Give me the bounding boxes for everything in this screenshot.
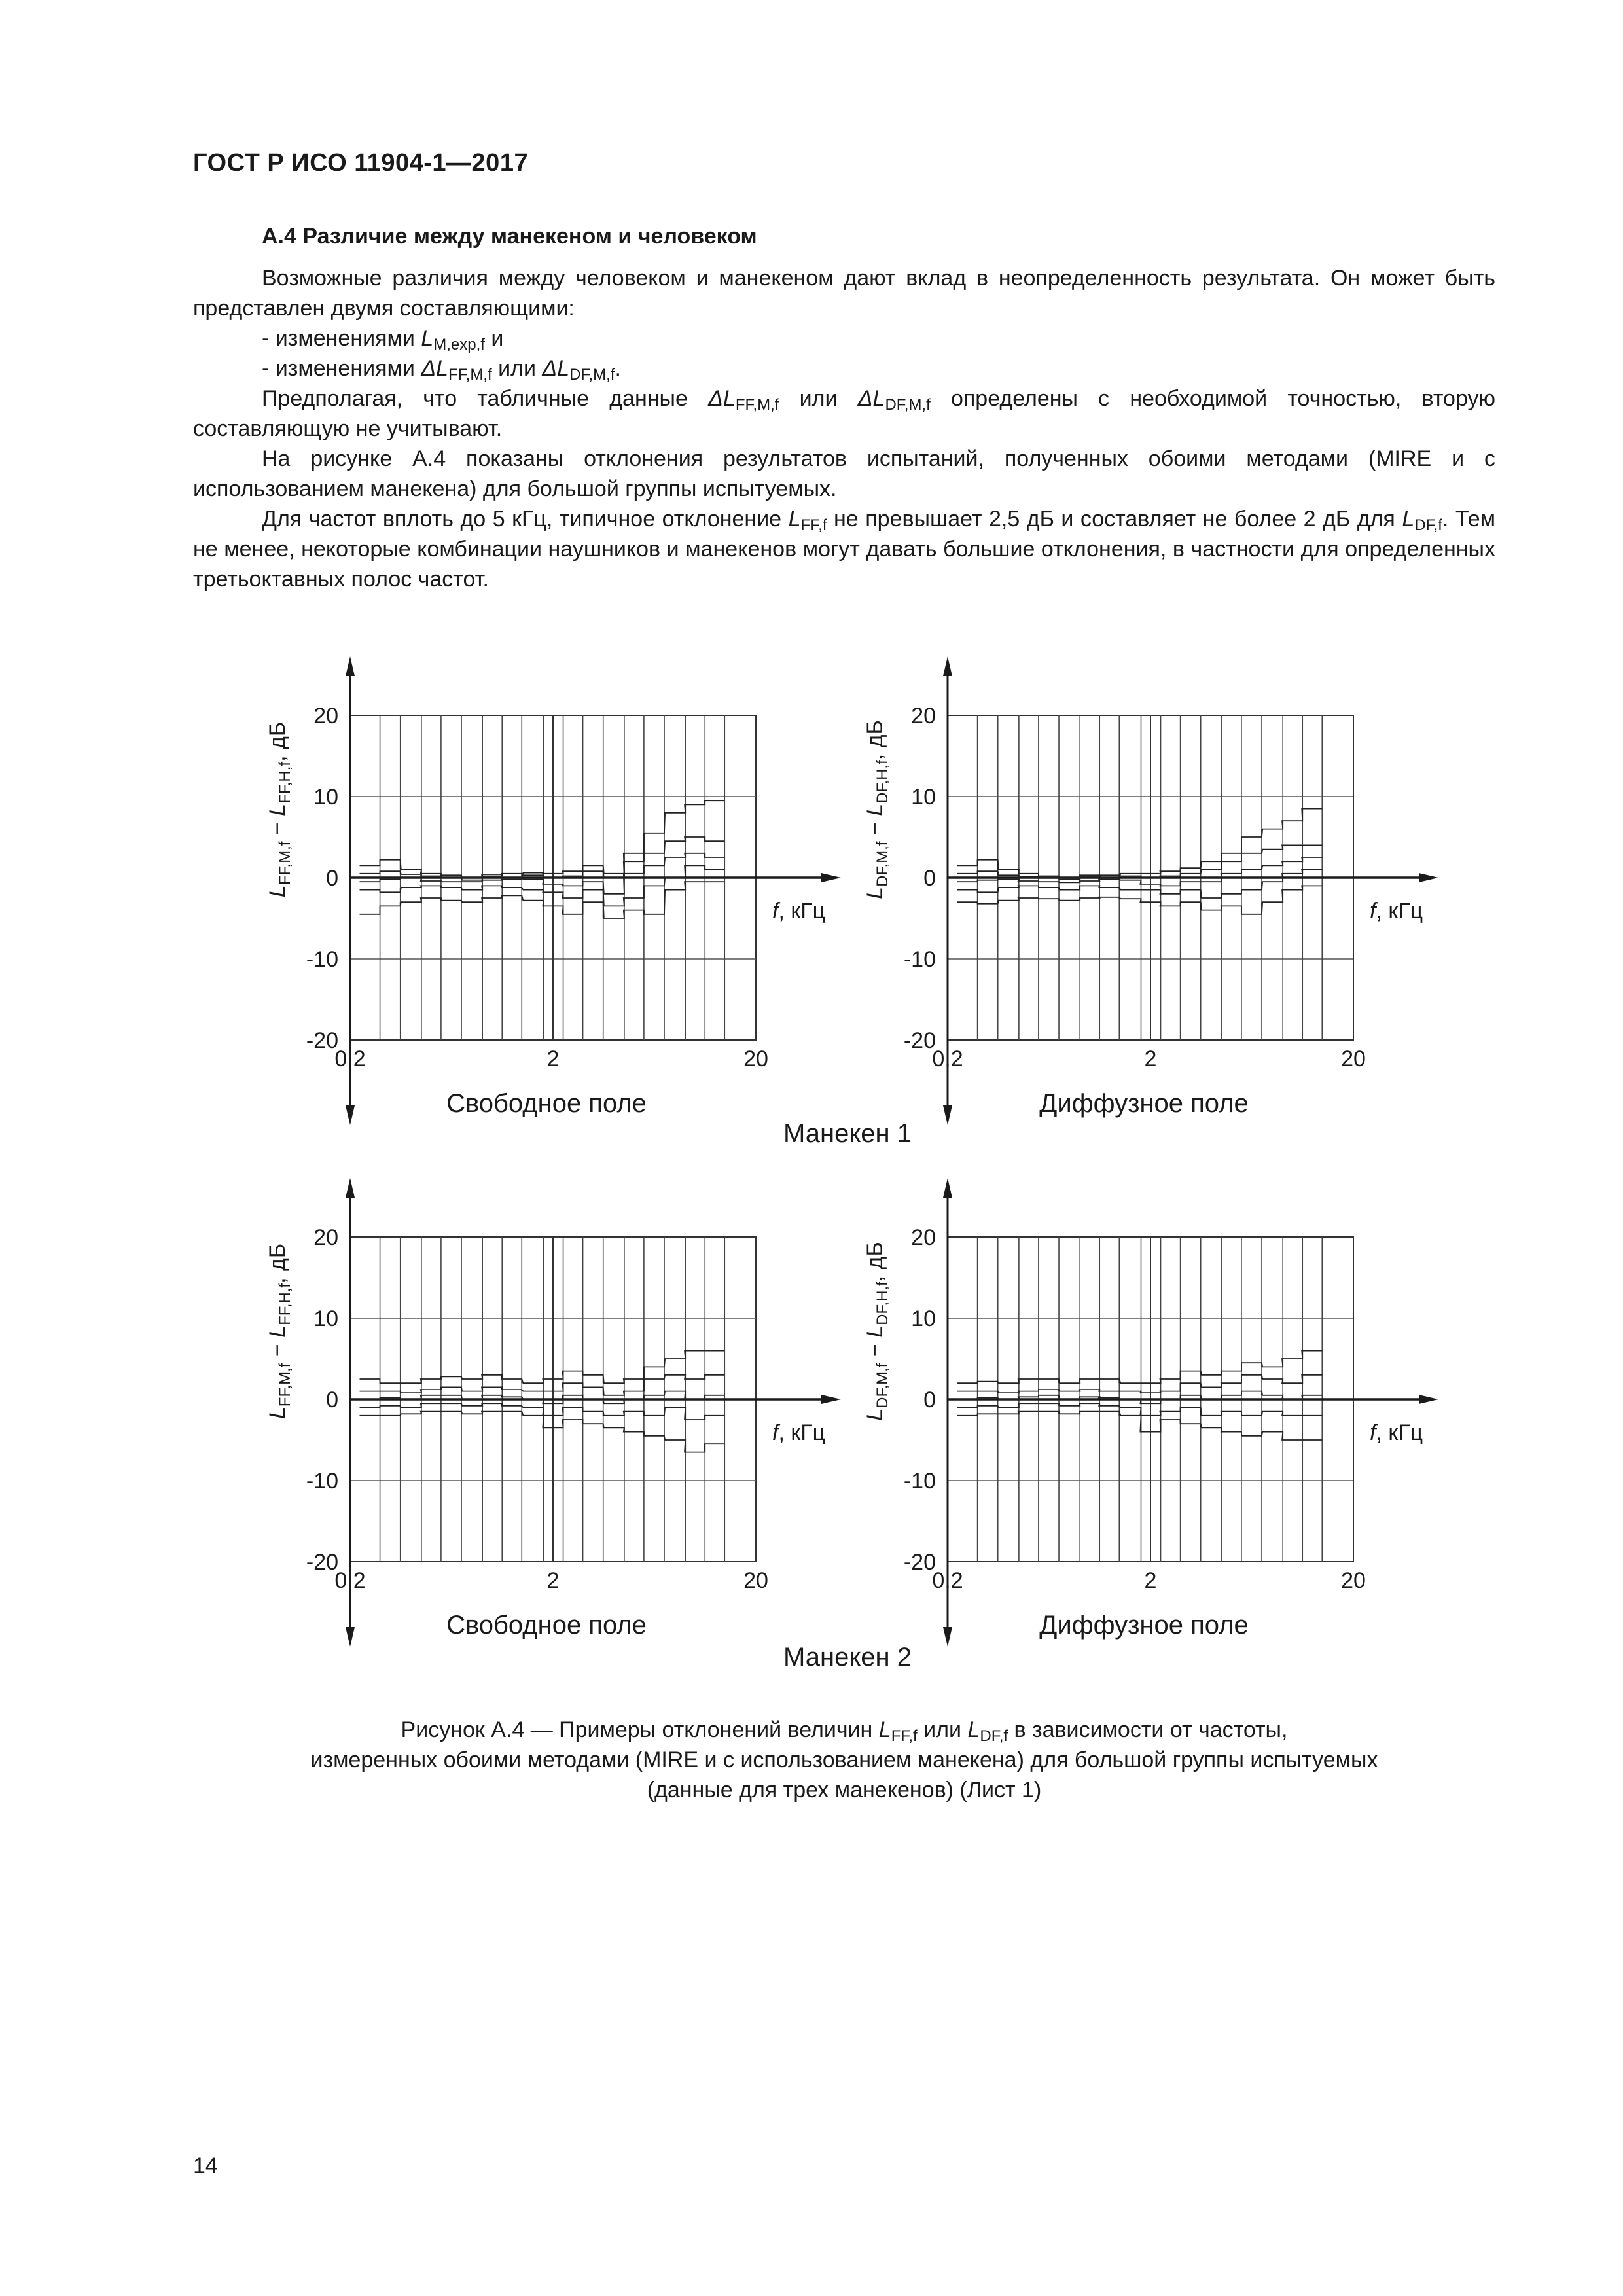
ylabel-part: FF,H,f	[276, 761, 294, 804]
ylabel-part: −	[265, 1344, 290, 1363]
x-tick-label: 2	[546, 1568, 560, 1593]
y-tick-label: 20	[911, 704, 936, 728]
p4-pre: Для частот вплоть до 5 кГц, типичное отклонение	[262, 507, 789, 531]
li2-post: .	[615, 356, 621, 381]
x-label-var: f	[1370, 1420, 1376, 1445]
page-number: 14	[193, 2153, 218, 2178]
x-tick-label: 2	[546, 1047, 560, 1071]
y-tick-label: 0	[923, 866, 936, 891]
ylabel-part: , дБ	[265, 1243, 290, 1283]
ylabel-part: L	[265, 1325, 290, 1344]
li1-pre: - изменениями	[262, 326, 421, 351]
p4-mid: не превышает 2,5 дБ и составляет не более 2 дБ для	[827, 507, 1402, 531]
ylabel-part: −	[265, 822, 290, 842]
x-axis-label	[772, 899, 825, 924]
y-tick-label: 20	[313, 704, 338, 728]
group-label: Манекен 1	[783, 1119, 912, 1148]
caption-sub1: FF,f	[891, 1727, 918, 1745]
y-tick-label: 20	[313, 1225, 338, 1250]
panel-title: Диффузное поле	[1039, 1611, 1249, 1640]
caption-var2: L	[967, 1717, 980, 1742]
p4-var2: L	[1402, 507, 1415, 531]
ylabel-part: −	[863, 822, 887, 842]
y-axis-arrow-up	[346, 656, 355, 676]
x-tick-label: 0,2	[932, 1568, 963, 1593]
y-axis-arrow-down	[346, 1627, 355, 1647]
y-axis-arrow-up	[943, 656, 952, 676]
section-title: А.4 Различие между манекеном и человеком	[262, 224, 757, 249]
panel-title: Свободное поле	[446, 1611, 647, 1640]
y-axis-arrow-up	[346, 1178, 355, 1198]
x-tick-label: 20	[1341, 1047, 1366, 1071]
li2-pre: - изменениями	[262, 356, 421, 381]
p2-var1: ΔL	[708, 386, 736, 411]
chart-panel-1	[265, 656, 841, 1125]
p4-sub2: DF,f	[1414, 516, 1442, 534]
y-tick-label: -10	[903, 1469, 936, 1494]
caption-pre: Рисунок А.4 — Примеры отклонений величин	[401, 1717, 879, 1742]
ylabel-part: , дБ	[863, 720, 887, 761]
li2-var2: ΔL	[542, 356, 570, 381]
y-tick-label: 10	[911, 785, 936, 810]
y-tick-label: 0	[326, 1388, 338, 1412]
group-label: Манекен 2	[783, 1643, 912, 1672]
series-line	[360, 1375, 725, 1395]
li2-sub2: DF,M,f	[569, 366, 615, 384]
x-label-unit: , кГц	[1376, 899, 1423, 924]
ylabel-part: L	[863, 803, 887, 823]
paragraph-1: Возможные различия между человеком и манекеном дают вклад в неопределенность результата. Он может быть представлен двумя составляющими:	[193, 266, 1495, 321]
chart-panel-4	[863, 1178, 1438, 1647]
x-axis-arrow	[1419, 873, 1438, 882]
caption-sub2: DF,f	[980, 1727, 1008, 1745]
x-axis-label	[1370, 899, 1423, 924]
p2-var2: ΔL	[857, 386, 885, 411]
ylabel-part: −	[863, 1344, 887, 1363]
series-line	[957, 1351, 1323, 1384]
x-label-var: f	[772, 899, 779, 924]
series-line	[957, 1412, 1323, 1440]
y-tick-label: -20	[306, 1550, 338, 1575]
y-axis-label	[863, 1242, 891, 1421]
x-axis-label	[772, 1420, 825, 1445]
li2-sub1: FF,M,f	[448, 366, 492, 384]
p2-sub1: FF,M,f	[735, 396, 779, 414]
ylabel-part: , дБ	[863, 1242, 887, 1282]
x-tick-label: 0,2	[334, 1047, 366, 1071]
li2-var1: ΔL	[421, 356, 449, 381]
y-tick-label: -20	[306, 1028, 338, 1053]
x-axis-arrow	[1419, 1395, 1438, 1404]
ylabel-part: , дБ	[265, 721, 290, 762]
panel-title: Свободное поле	[446, 1089, 647, 1118]
x-tick-label: 0,2	[334, 1568, 366, 1593]
x-axis-arrow	[821, 1395, 841, 1404]
x-label-var: f	[772, 1420, 779, 1445]
ylabel-part: FF,M,f	[276, 841, 294, 886]
li2-mid: или	[491, 356, 543, 381]
panel-title: Диффузное поле	[1039, 1089, 1249, 1118]
x-tick-label: 20	[743, 1047, 768, 1071]
series-line	[957, 1375, 1323, 1393]
y-tick-label: 0	[923, 1388, 936, 1412]
p2-mid: или	[779, 386, 858, 411]
caption-line-2: измеренных обоими методами (MIRE и с использованием манекена) для большой группы испытуемых	[310, 1748, 1378, 1772]
y-tick-label: 0	[326, 866, 338, 891]
caption-var1: L	[878, 1717, 891, 1742]
ylabel-part: L	[863, 1325, 887, 1344]
y-axis-label	[863, 720, 891, 899]
figure-caption	[193, 1715, 1495, 1805]
li1-sub: M,exp,f	[433, 336, 485, 353]
y-tick-label: -20	[903, 1028, 936, 1053]
series-line	[360, 800, 725, 879]
y-tick-label: -10	[306, 1469, 338, 1494]
y-axis-label	[265, 1244, 294, 1419]
y-axis-arrow-down	[346, 1105, 355, 1125]
ylabel-part: L	[265, 885, 290, 898]
series-line	[360, 1351, 725, 1384]
ylabel-part: FF,M,f	[276, 1363, 294, 1407]
x-label-var: f	[1370, 899, 1376, 924]
x-label-unit: , кГц	[778, 899, 826, 924]
series-line	[360, 1412, 725, 1452]
ylabel-part: DF,M,f	[874, 1363, 891, 1408]
y-tick-label: 20	[911, 1225, 936, 1250]
chart-panel-2	[863, 656, 1438, 1125]
chart-panel-3	[265, 1178, 841, 1647]
li1-post: и	[484, 326, 504, 351]
x-tick-label: 2	[1144, 1568, 1157, 1593]
caption-mid: или	[917, 1717, 968, 1742]
y-tick-label: -10	[306, 947, 338, 972]
li1-var: L	[421, 326, 434, 351]
x-axis-arrow	[821, 873, 841, 882]
ylabel-part: L	[265, 1407, 290, 1420]
y-tick-label: -10	[903, 947, 936, 972]
y-axis-arrow-down	[943, 1627, 952, 1647]
ylabel-part: DF,H,f	[874, 760, 891, 804]
ylabel-part: DF,M,f	[874, 841, 891, 887]
p4-sub1: FF,f	[800, 516, 827, 534]
x-label-unit: , кГц	[778, 1420, 826, 1445]
p2-post: определены с необходимой точностью, вторую составляющую не учитывают.	[193, 386, 1495, 441]
p2-pre: Предполагая, что табличные данные	[262, 386, 709, 411]
x-axis-label	[1370, 1420, 1423, 1445]
caption-post: в зависимости от частоты,	[1008, 1717, 1288, 1742]
paragraph-3: На рисунке А.4 показаны отклонения результатов испытаний, полученных обоими методами (MIRE и с использованием манекена) для большой группы испытуемых.	[193, 446, 1495, 501]
caption-line-1	[193, 1715, 1495, 1745]
ylabel-part: L	[863, 886, 887, 899]
ylabel-part: DF,H,f	[874, 1282, 891, 1325]
y-tick-label: 10	[911, 1306, 936, 1331]
ylabel-part: L	[863, 1408, 887, 1421]
y-tick-label: -20	[903, 1550, 936, 1575]
ylabel-part: L	[265, 803, 290, 823]
ylabel-part: FF,H,f	[276, 1283, 294, 1325]
p2-sub2: DF,M,f	[885, 396, 931, 414]
x-tick-label: 20	[743, 1568, 768, 1593]
x-tick-label: 2	[1144, 1047, 1157, 1071]
y-axis-arrow-up	[943, 1178, 952, 1198]
series-line	[957, 809, 1323, 878]
x-label-unit: , кГц	[1376, 1420, 1423, 1445]
x-tick-label: 0,2	[932, 1047, 963, 1071]
p4-post: . Тем не менее, некоторые комбинации наушников и манекенов могут давать большие отклонения, в частности для определенных третьоктавных полос частот.	[193, 507, 1495, 592]
document-header: ГОСТ Р ИСО 11904-1—2017	[193, 149, 529, 177]
caption-line-3: (данные для трех манекенов) (Лист 1)	[647, 1778, 1042, 1803]
y-axis-label	[265, 722, 294, 897]
y-axis-arrow-down	[943, 1105, 952, 1125]
x-tick-label: 20	[1341, 1568, 1366, 1593]
p4-var1: L	[788, 507, 801, 531]
y-tick-label: 10	[313, 1306, 338, 1331]
series-line	[360, 1403, 725, 1420]
y-tick-label: 10	[313, 785, 338, 810]
